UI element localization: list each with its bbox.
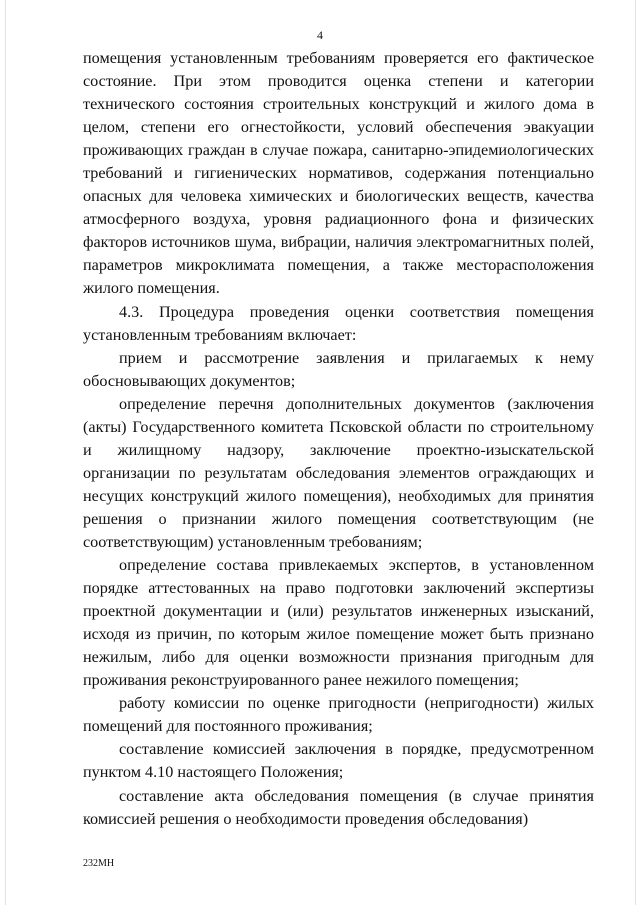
scan-edge-left xyxy=(5,0,6,905)
list-item-inspection-act: составление акта обследования помещения (в случае принятия комиссией решения о необходимости проведения обследования) xyxy=(83,786,594,828)
paragraph-inspection-continuation: помещения установленным требованиям проверяется его фактическое состояние. При этом проводится оценка степени и категории технического состояния строительных конструкций и жилого дома в целом, степени его огнестойкости, условий обеспечения эвакуации проживающих граждан в случае пожара, санитарно-эпидемиологических требований и гигиенических нормативов, содержания потенциально опасных для человека химических и биологических веществ, качества атмосферного воздуха, уровня радиационного фона и физических факторов источников шума, вибрации, наличия электромагнитных полей, параметров микроклимата помещения, а также месторасположения жилого помещения. xyxy=(83,49,594,298)
page-number: 4 xyxy=(317,28,323,42)
footer-document-code: 232МН xyxy=(83,858,115,869)
paragraph-section-4-3: 4.3. Процедура проведения оценки соответствия помещения установленным требованиям включает: xyxy=(83,302,594,344)
list-item-commission-work: работу комиссии по оценке пригодности (непригодности) жилых помещений для постоянного проживания; xyxy=(83,694,594,736)
list-item-application-review: прием и рассмотрение заявления и прилагаемых к нему обосновывающих документов; xyxy=(83,348,594,390)
list-item-additional-documents: определение перечня дополнительных документов (заключения (акты) Государственного комитета Псковской области по строительному и жилищному надзору, заключение проектно-изыскательской организации по результатам обследования элементов ограждающих и несущих конструкций жилого помещения), необходимых для принятия решения о признании жилого помещения соответствующим (не соответствующим) установленным требованиям; xyxy=(83,394,594,551)
scan-edge-right xyxy=(635,0,636,905)
document-body xyxy=(83,47,594,831)
list-item-conclusion: составление комиссией заключения в порядке, предусмотренном пунктом 4.10 настоящего Положения; xyxy=(83,740,594,782)
list-item-experts: определение состава привлекаемых экспертов, в установленном порядке аттестованных на право подготовки заключений экспертизы проектной документации и (или) результатов инженерных изысканий, исходя из причин, по которым жилое помещение может быть признано нежилым, либо для оценки возможности признания пригодным для проживания реконструированного ранее нежилого помещения; xyxy=(83,556,594,690)
